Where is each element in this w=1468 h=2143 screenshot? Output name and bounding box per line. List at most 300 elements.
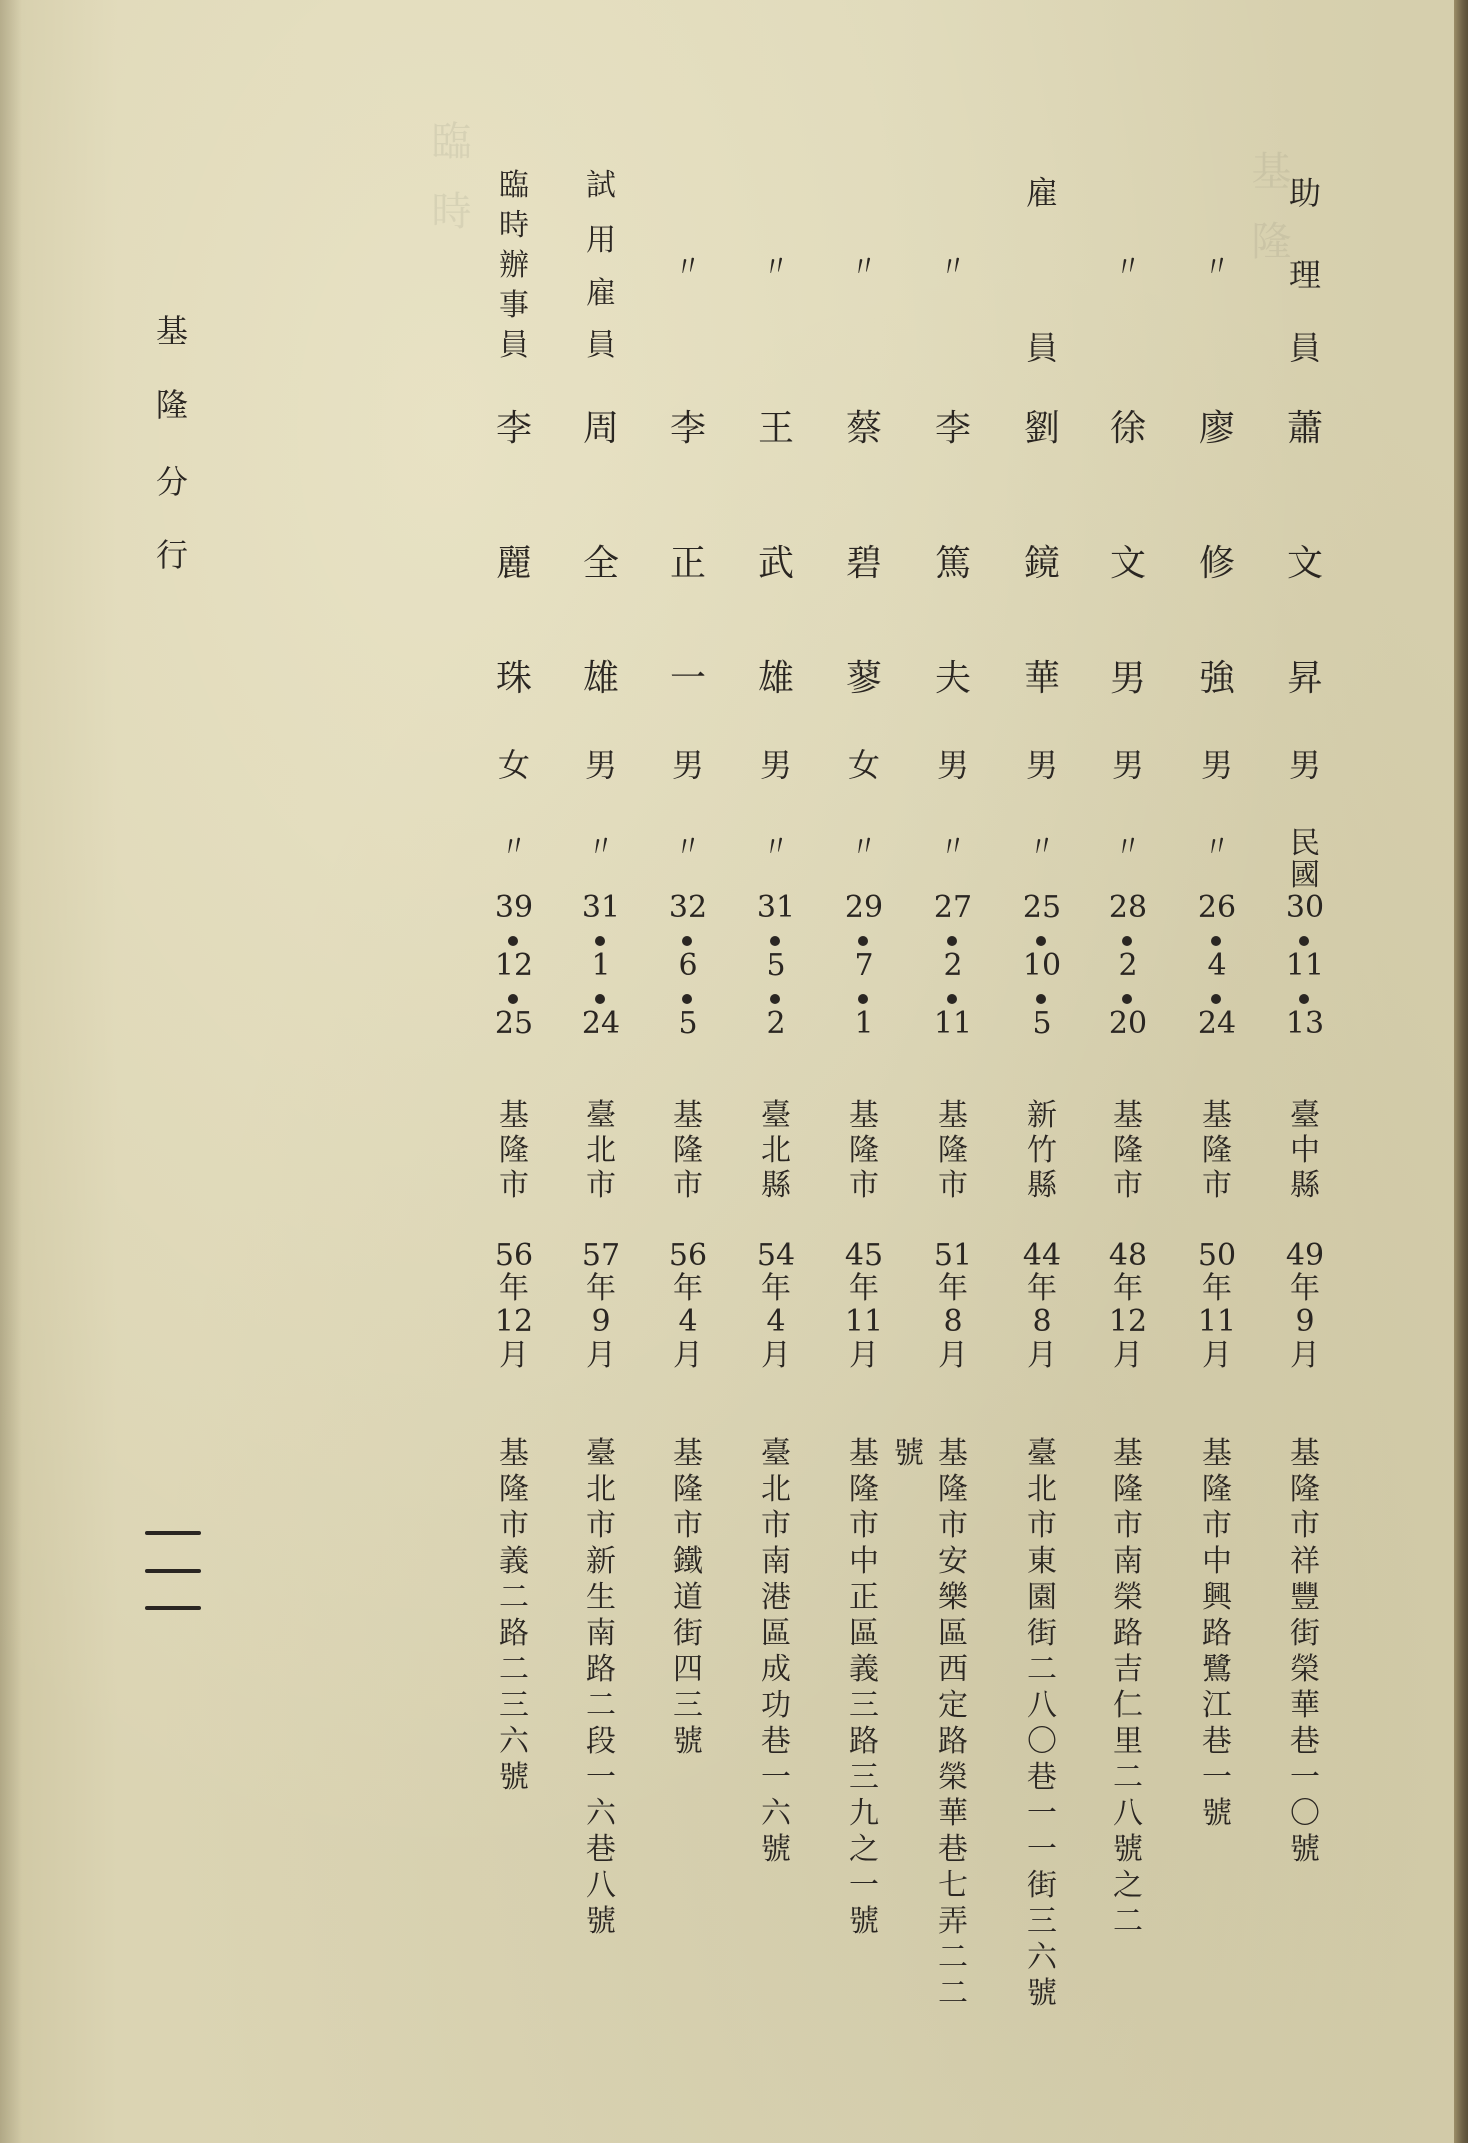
start-date-part: 56 xyxy=(668,1238,708,1273)
native-place-char: 北 xyxy=(761,1133,791,1168)
name-char: 王 xyxy=(757,408,794,449)
start-date-part: 4 xyxy=(678,1304,698,1339)
gender: 男 xyxy=(936,746,969,784)
birth-ditto-mark: 〃 xyxy=(1200,827,1234,866)
name-char: 文 xyxy=(1109,543,1146,584)
address-char: 市 xyxy=(761,1508,791,1543)
address-char: 樂 xyxy=(938,1580,968,1615)
address-char: 隆 xyxy=(673,1472,703,1507)
title-char: 用 xyxy=(586,223,616,258)
address-char: 基 xyxy=(849,1436,879,1471)
name-char: 華 xyxy=(1023,658,1060,699)
native-place-char: 竹 xyxy=(1027,1133,1057,1168)
name-char: 蔡 xyxy=(845,408,882,449)
birth-date-part: 24 xyxy=(581,1006,621,1041)
address-char: 基 xyxy=(1202,1436,1232,1471)
native-place-char: 市 xyxy=(499,1168,529,1203)
address-char: 園 xyxy=(1027,1580,1057,1615)
record-column xyxy=(484,0,544,2143)
start-date-part: 年 xyxy=(499,1271,529,1306)
start-date-part: 年 xyxy=(1113,1271,1143,1306)
page-number-stroke xyxy=(145,1531,201,1535)
branch-char: 分 xyxy=(155,463,188,501)
address-char: 南 xyxy=(586,1616,616,1651)
start-date-part: 年 xyxy=(761,1271,791,1306)
start-date-part: 月 xyxy=(1027,1338,1057,1373)
address-char: 號 xyxy=(761,1832,791,1867)
date-separator-dot xyxy=(508,994,518,1004)
address-char: 路 xyxy=(499,1616,529,1651)
title-char: 臨 xyxy=(499,168,529,203)
address-char: 吉 xyxy=(1113,1652,1143,1687)
address-char: 鷺 xyxy=(1202,1652,1232,1687)
gender: 女 xyxy=(847,746,880,784)
record-column xyxy=(1098,0,1158,2143)
native-place-char: 市 xyxy=(849,1168,879,1203)
start-date-part: 月 xyxy=(938,1338,968,1373)
address-char: 三 xyxy=(499,1688,529,1723)
page-edge xyxy=(1454,0,1468,2143)
address-char: 市 xyxy=(1027,1508,1057,1543)
gender: 女 xyxy=(497,746,530,784)
date-separator-dot xyxy=(1122,936,1132,946)
address-char: 隆 xyxy=(499,1472,529,1507)
start-date-part: 11 xyxy=(844,1304,884,1339)
name-char: 篤 xyxy=(934,543,971,584)
name-char: 蓼 xyxy=(845,658,882,699)
address-char: 七 xyxy=(938,1868,968,1903)
native-place-char: 縣 xyxy=(761,1168,791,1203)
address-char: 市 xyxy=(586,1508,616,1543)
start-date-part: 8 xyxy=(1032,1304,1052,1339)
start-date-part: 月 xyxy=(1290,1338,1320,1373)
birth-ditto-mark: 〃 xyxy=(847,827,881,866)
native-place-char: 隆 xyxy=(938,1133,968,1168)
address-char: 一 xyxy=(1027,1832,1057,1867)
native-place-char: 基 xyxy=(499,1098,529,1133)
gender: 男 xyxy=(759,746,792,784)
name-char: 強 xyxy=(1198,658,1235,699)
address-char: 三 xyxy=(849,1688,879,1723)
bleed-through-text: 臨時 xyxy=(425,120,471,260)
date-separator-dot xyxy=(595,994,605,1004)
address-char: 港 xyxy=(761,1580,791,1615)
birth-date-part: 1 xyxy=(854,1006,874,1041)
birth-date-part: 11 xyxy=(933,1006,973,1041)
address-char: 八 xyxy=(586,1868,616,1903)
date-separator-dot xyxy=(682,994,692,1004)
address-char: 江 xyxy=(1202,1688,1232,1723)
start-date-part: 49 xyxy=(1285,1238,1325,1273)
title-char: 員 xyxy=(499,328,529,363)
record-column xyxy=(1012,0,1072,2143)
name-char: 麗 xyxy=(495,543,532,584)
native-place-char: 縣 xyxy=(1290,1168,1320,1203)
address-char: 里 xyxy=(1113,1724,1143,1759)
native-place-char: 臺 xyxy=(761,1098,791,1133)
date-separator-dot xyxy=(1036,994,1046,1004)
native-place-char: 隆 xyxy=(849,1133,879,1168)
address-char: 二 xyxy=(499,1580,529,1615)
address-char: 祥 xyxy=(1290,1544,1320,1579)
address-char: 市 xyxy=(1113,1508,1143,1543)
address-char: 號 xyxy=(499,1760,529,1795)
birth-date-part: 2 xyxy=(1118,948,1138,983)
address-char: 巷 xyxy=(1027,1760,1057,1795)
date-separator-dot xyxy=(595,936,605,946)
name-char: 周 xyxy=(582,408,619,449)
address-char: 榮 xyxy=(1290,1652,1320,1687)
address-char: 街 xyxy=(1027,1868,1057,1903)
address-char: 九 xyxy=(849,1796,879,1831)
start-date-part: 9 xyxy=(591,1304,611,1339)
start-date-part: 月 xyxy=(849,1338,879,1373)
start-date-part: 年 xyxy=(1290,1271,1320,1306)
address-char: 八 xyxy=(1113,1796,1143,1831)
birth-date-part: 6 xyxy=(678,948,698,983)
address-char: 正 xyxy=(849,1580,879,1615)
name-char: 昇 xyxy=(1286,658,1323,699)
title-char: 員 xyxy=(586,328,616,363)
address-char: 一 xyxy=(1290,1760,1320,1795)
title-ditto-mark: 〃 xyxy=(847,247,881,286)
native-place-char: 隆 xyxy=(499,1133,529,1168)
address-char: 二 xyxy=(1113,1904,1143,1939)
start-date-part: 44 xyxy=(1022,1238,1062,1273)
address-char: 號 xyxy=(673,1724,703,1759)
birth-ditto-mark: 〃 xyxy=(671,827,705,866)
address-char: 安 xyxy=(938,1544,968,1579)
record-column xyxy=(1187,0,1247,2143)
address-char: 基 xyxy=(1290,1436,1320,1471)
address-char: 東 xyxy=(1027,1544,1057,1579)
start-date-part: 11 xyxy=(1197,1304,1237,1339)
address-char: 三 xyxy=(1027,1904,1057,1939)
birth-date-part: 10 xyxy=(1022,948,1062,983)
start-date-part: 年 xyxy=(1202,1271,1232,1306)
address-char: 基 xyxy=(1113,1436,1143,1471)
address-char: 六 xyxy=(586,1796,616,1831)
title-char: 雇 xyxy=(586,276,616,311)
address-char: 北 xyxy=(1027,1472,1057,1507)
address-char: 南 xyxy=(1113,1544,1143,1579)
page-gutter-shadow xyxy=(0,0,22,2143)
native-place-char: 市 xyxy=(1202,1168,1232,1203)
title-char: 事 xyxy=(499,288,529,323)
native-place-char: 市 xyxy=(673,1168,703,1203)
native-place-char: 臺 xyxy=(586,1098,616,1133)
address-char: 路 xyxy=(1202,1616,1232,1651)
address-char: 臺 xyxy=(761,1436,791,1471)
birth-date-part: 2 xyxy=(766,1006,786,1041)
date-separator-dot xyxy=(508,936,518,946)
address-char: 榮 xyxy=(938,1760,968,1795)
birth-date-part: 4 xyxy=(1207,948,1227,983)
address-char: 路 xyxy=(1113,1616,1143,1651)
title-char: 雇 xyxy=(1025,174,1058,212)
address-char: 六 xyxy=(1027,1940,1057,1975)
branch-char: 行 xyxy=(155,536,188,574)
name-char: 雄 xyxy=(757,658,794,699)
title-char: 員 xyxy=(1288,329,1321,367)
name-char: 碧 xyxy=(845,543,882,584)
address-char: 隆 xyxy=(1113,1472,1143,1507)
address-char: 〇 xyxy=(1027,1724,1057,1759)
address-char: 巷 xyxy=(938,1832,968,1867)
address-char: 生 xyxy=(586,1580,616,1615)
address-char: 市 xyxy=(1290,1508,1320,1543)
address-char: 街 xyxy=(673,1616,703,1651)
start-date-part: 年 xyxy=(586,1271,616,1306)
page-number-stroke xyxy=(145,1606,201,1610)
address-char: 區 xyxy=(761,1616,791,1651)
title-char: 員 xyxy=(1025,329,1058,367)
address-char: 市 xyxy=(673,1508,703,1543)
branch-char: 隆 xyxy=(155,386,188,424)
birth-date-part: 31 xyxy=(756,890,796,925)
date-separator-dot xyxy=(1299,994,1309,1004)
date-separator-dot xyxy=(1036,936,1046,946)
record-column xyxy=(834,0,894,2143)
gender: 男 xyxy=(1111,746,1144,784)
gender: 男 xyxy=(1288,746,1321,784)
date-separator-dot xyxy=(947,994,957,1004)
start-date-part: 年 xyxy=(849,1271,879,1306)
date-prefix: 民 xyxy=(1290,826,1320,861)
title-char: 辦 xyxy=(499,248,529,283)
address-char: 路 xyxy=(938,1724,968,1759)
branch-char: 基 xyxy=(155,312,188,350)
date-prefix: 國 xyxy=(1290,858,1320,893)
native-place-char: 縣 xyxy=(1027,1168,1057,1203)
record-column xyxy=(571,0,631,2143)
address-char: 八 xyxy=(1027,1688,1057,1723)
address-char: 〇 xyxy=(1290,1796,1320,1831)
native-place-char: 基 xyxy=(1202,1098,1232,1133)
gender: 男 xyxy=(1025,746,1058,784)
page-number-stroke xyxy=(145,1569,201,1573)
start-date-part: 月 xyxy=(1202,1338,1232,1373)
name-char: 李 xyxy=(934,408,971,449)
address-char: 號 xyxy=(849,1904,879,1939)
birth-date-part: 1 xyxy=(591,948,611,983)
name-char: 一 xyxy=(669,658,706,699)
record-column xyxy=(894,0,983,2143)
start-date-part: 月 xyxy=(673,1338,703,1373)
address-char: 仁 xyxy=(1113,1688,1143,1723)
start-date-part: 56 xyxy=(494,1238,534,1273)
record-column xyxy=(746,0,806,2143)
birth-date-part: 7 xyxy=(854,948,874,983)
address-char: 功 xyxy=(761,1688,791,1723)
address-char: 巷 xyxy=(1290,1724,1320,1759)
native-place-char: 市 xyxy=(586,1168,616,1203)
address-char: 市 xyxy=(1202,1508,1232,1543)
native-place-char: 北 xyxy=(586,1133,616,1168)
address-char: 華 xyxy=(938,1796,968,1831)
address-char: 路 xyxy=(586,1652,616,1687)
birth-ditto-mark: 〃 xyxy=(1111,827,1145,866)
title-ditto-mark: 〃 xyxy=(936,247,970,286)
address-char: 定 xyxy=(938,1688,968,1723)
start-date-part: 51 xyxy=(933,1238,973,1273)
birth-date-part: 2 xyxy=(943,948,963,983)
bleed-through-text: 基隆 xyxy=(1245,150,1291,290)
start-date-part: 年 xyxy=(673,1271,703,1306)
address-char: 華 xyxy=(1290,1688,1320,1723)
address-char: 二 xyxy=(1113,1760,1143,1795)
name-char: 蕭 xyxy=(1286,408,1323,449)
native-place-char: 基 xyxy=(938,1098,968,1133)
date-separator-dot xyxy=(682,936,692,946)
address-char: 一 xyxy=(761,1760,791,1795)
birth-ditto-mark: 〃 xyxy=(936,827,970,866)
name-char: 修 xyxy=(1198,543,1235,584)
native-place-char: 基 xyxy=(673,1098,703,1133)
address-char: 之 xyxy=(1113,1868,1143,1903)
address-char: 基 xyxy=(499,1436,529,1471)
birth-date-part: 13 xyxy=(1285,1006,1325,1041)
address-char: 二 xyxy=(1027,1652,1057,1687)
birth-date-part: 30 xyxy=(1285,890,1325,925)
address-char: 一 xyxy=(586,1760,616,1795)
birth-date-part: 39 xyxy=(494,890,534,925)
address-char: 新 xyxy=(586,1544,616,1579)
name-char: 武 xyxy=(757,543,794,584)
birth-date-part: 5 xyxy=(678,1006,698,1041)
name-char: 全 xyxy=(582,543,619,584)
native-place-char: 基 xyxy=(1113,1098,1143,1133)
start-date-part: 月 xyxy=(586,1338,616,1373)
name-char: 夫 xyxy=(934,658,971,699)
native-place-char: 中 xyxy=(1290,1133,1320,1168)
start-date-part: 12 xyxy=(494,1304,534,1339)
name-char: 李 xyxy=(495,408,532,449)
birth-date-part: 12 xyxy=(494,948,534,983)
birth-date-part: 27 xyxy=(933,890,973,925)
address-char: 區 xyxy=(938,1616,968,1651)
title-char: 理 xyxy=(1288,256,1321,294)
date-separator-dot xyxy=(1211,936,1221,946)
title-ditto-mark: 〃 xyxy=(1200,247,1234,286)
address-char: 南 xyxy=(761,1544,791,1579)
address-char: 興 xyxy=(1202,1580,1232,1615)
address-char: 號 xyxy=(1113,1832,1143,1867)
birth-date-part: 11 xyxy=(1285,948,1325,983)
start-date-part: 月 xyxy=(499,1338,529,1373)
birth-date-part: 29 xyxy=(844,890,884,925)
address-char: 之 xyxy=(849,1832,879,1867)
native-place-char: 臺 xyxy=(1290,1098,1320,1133)
address-overflow-char: 號 xyxy=(894,1436,924,1471)
address-char: 二 xyxy=(499,1652,529,1687)
start-date-part: 月 xyxy=(1113,1338,1143,1373)
address-char: 臺 xyxy=(586,1436,616,1471)
address-char: 鐵 xyxy=(673,1544,703,1579)
record-column xyxy=(658,0,718,2143)
date-separator-dot xyxy=(1299,936,1309,946)
name-char: 劉 xyxy=(1023,408,1060,449)
title-char: 試 xyxy=(586,168,616,203)
birth-date-part: 20 xyxy=(1108,1006,1148,1041)
address-char: 市 xyxy=(938,1508,968,1543)
name-char: 鏡 xyxy=(1023,543,1060,584)
address-char: 二 xyxy=(938,1940,968,1975)
address-char: 北 xyxy=(761,1472,791,1507)
native-place-char: 基 xyxy=(849,1098,879,1133)
native-place-char: 市 xyxy=(1113,1168,1143,1203)
address-char: 三 xyxy=(849,1760,879,1795)
address-char: 弄 xyxy=(938,1904,968,1939)
record-column xyxy=(1275,0,1335,2143)
address-char: 六 xyxy=(761,1796,791,1831)
address-char: 區 xyxy=(849,1616,879,1651)
birth-date-part: 31 xyxy=(581,890,621,925)
address-char: 四 xyxy=(673,1652,703,1687)
birth-date-part: 28 xyxy=(1108,890,1148,925)
address-char: 二 xyxy=(938,1976,968,2011)
birth-ditto-mark: 〃 xyxy=(497,827,531,866)
name-char: 廖 xyxy=(1198,408,1235,449)
address-char: 基 xyxy=(673,1436,703,1471)
title-char: 時 xyxy=(499,208,529,243)
native-place-char: 隆 xyxy=(1202,1133,1232,1168)
birth-date-part: 32 xyxy=(668,890,708,925)
address-char: 號 xyxy=(586,1904,616,1939)
birth-ditto-mark: 〃 xyxy=(1025,827,1059,866)
address-char: 隆 xyxy=(849,1472,879,1507)
address-char: 隆 xyxy=(938,1472,968,1507)
start-date-part: 57 xyxy=(581,1238,621,1273)
date-separator-dot xyxy=(770,936,780,946)
start-date-part: 50 xyxy=(1197,1238,1237,1273)
name-char: 文 xyxy=(1286,543,1323,584)
name-char: 珠 xyxy=(495,658,532,699)
start-date-part: 年 xyxy=(1027,1271,1057,1306)
native-place-char: 隆 xyxy=(1113,1133,1143,1168)
address-char: 巷 xyxy=(761,1724,791,1759)
name-char: 李 xyxy=(669,408,706,449)
address-char: 段 xyxy=(586,1724,616,1759)
birth-date-part: 24 xyxy=(1197,1006,1237,1041)
address-char: 路 xyxy=(849,1724,879,1759)
start-date-part: 48 xyxy=(1108,1238,1148,1273)
address-char: 基 xyxy=(938,1436,968,1471)
gender: 男 xyxy=(671,746,704,784)
address-char: 北 xyxy=(586,1472,616,1507)
native-place-char: 新 xyxy=(1027,1098,1057,1133)
address-char: 號 xyxy=(1290,1832,1320,1867)
birth-ditto-mark: 〃 xyxy=(759,827,793,866)
address-char: 二 xyxy=(586,1688,616,1723)
start-date-part: 4 xyxy=(766,1304,786,1339)
name-char: 正 xyxy=(669,543,706,584)
name-char: 徐 xyxy=(1109,408,1146,449)
title-ditto-mark: 〃 xyxy=(759,247,793,286)
title-ditto-mark: 〃 xyxy=(671,247,705,286)
address-char: 巷 xyxy=(586,1832,616,1867)
address-char: 三 xyxy=(673,1688,703,1723)
address-char: 隆 xyxy=(1202,1472,1232,1507)
address-char: 道 xyxy=(673,1580,703,1615)
date-separator-dot xyxy=(858,936,868,946)
address-char: 號 xyxy=(1202,1796,1232,1831)
gender: 男 xyxy=(1200,746,1233,784)
address-char: 臺 xyxy=(1027,1436,1057,1471)
birth-date-part: 25 xyxy=(494,1006,534,1041)
date-separator-dot xyxy=(858,994,868,1004)
gender: 男 xyxy=(584,746,617,784)
